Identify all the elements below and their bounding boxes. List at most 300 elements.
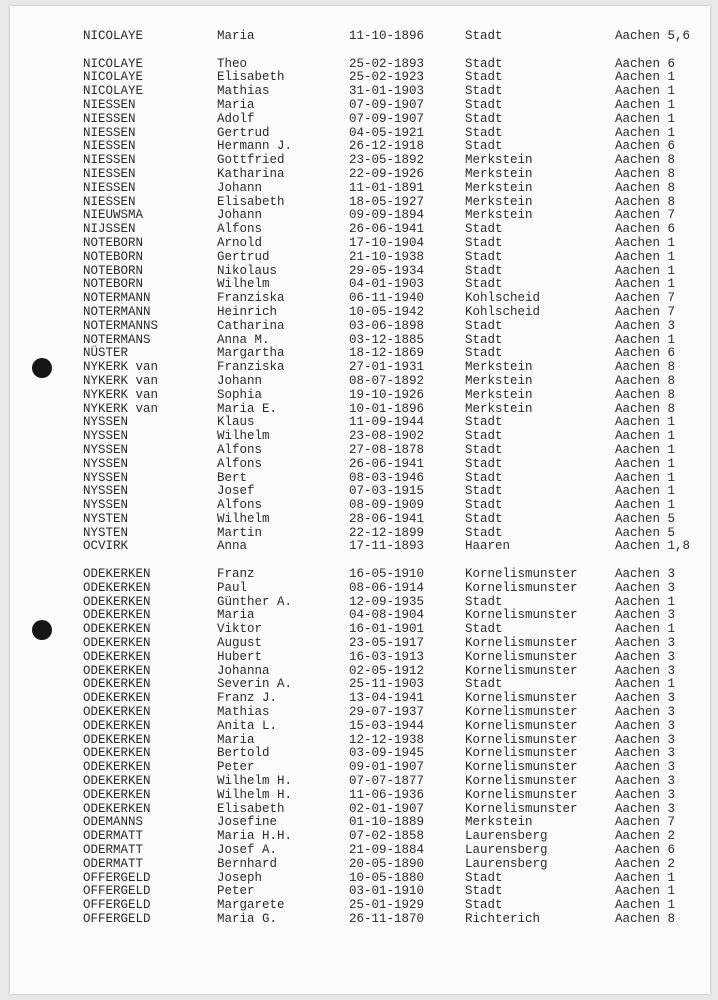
birth-date: 11-09-1944 <box>349 415 425 430</box>
first-name: Arnold <box>217 235 263 250</box>
city: Aachen 3 <box>615 318 676 333</box>
last-name: NYSSEN <box>83 456 129 471</box>
record-row <box>83 899 698 913</box>
birth-date: 10-01-1896 <box>349 401 425 416</box>
first-name: Hubert <box>217 649 263 664</box>
place: Merkstein <box>465 815 533 830</box>
birth-date: 03-01-1910 <box>349 884 425 899</box>
record-row <box>83 389 698 403</box>
birth-date: 16-01-1901 <box>349 622 425 637</box>
place: Stadt <box>465 498 503 513</box>
last-name: ODERMATT <box>83 829 144 844</box>
last-name: NYSSEN <box>83 442 129 457</box>
birth-date: 25-02-1923 <box>349 70 425 85</box>
birth-date: 08-03-1946 <box>349 470 425 485</box>
birth-date: 23-05-1892 <box>349 153 425 168</box>
birth-date: 07-09-1907 <box>349 111 425 126</box>
birth-date: 15-03-1944 <box>349 718 425 733</box>
first-name: Johanna <box>217 663 270 678</box>
record-row <box>83 334 698 348</box>
birth-date: 18-12-1869 <box>349 346 425 361</box>
birth-date: 25-01-1929 <box>349 898 425 913</box>
birth-date: 22-09-1926 <box>349 166 425 181</box>
record-row <box>83 830 698 844</box>
record-row <box>83 678 698 692</box>
birth-date: 26-06-1941 <box>349 456 425 471</box>
place: Kohlscheid <box>465 304 541 319</box>
first-name: Klaus <box>217 415 255 430</box>
first-name: Franziska <box>217 360 285 375</box>
document-page <box>10 6 710 994</box>
city: Aachen 8 <box>615 194 676 209</box>
city: Aachen 8 <box>615 180 676 195</box>
city: Aachen 3 <box>615 608 676 623</box>
first-name: Mathias <box>217 84 270 99</box>
place: Kornelismunster <box>465 732 578 747</box>
birth-date: 06-11-1940 <box>349 291 425 306</box>
last-name: NOTEBORN <box>83 263 144 278</box>
last-name: NIESSEN <box>83 194 136 209</box>
record-row <box>83 127 698 141</box>
birth-date: 25-11-1903 <box>349 677 425 692</box>
city: Aachen 1 <box>615 277 676 292</box>
last-name: NÜSTER <box>83 346 129 361</box>
birth-date: 16-03-1913 <box>349 649 425 664</box>
last-name: NYKERK van <box>83 401 159 416</box>
first-name: Franziska <box>217 291 285 306</box>
record-row <box>83 540 698 568</box>
record-row <box>83 651 698 665</box>
first-name: Bert <box>217 470 248 485</box>
record-row <box>83 85 698 99</box>
city: Aachen 6 <box>615 139 676 154</box>
city: Aachen 1 <box>615 235 676 250</box>
city: Aachen 7 <box>615 208 676 223</box>
city: Aachen 3 <box>615 746 676 761</box>
record-row <box>83 596 698 610</box>
place: Stadt <box>465 429 503 444</box>
first-name: Sophia <box>217 387 263 402</box>
birth-date: 27-01-1931 <box>349 360 425 375</box>
place: Stadt <box>465 70 503 85</box>
first-name: Katharina <box>217 166 285 181</box>
first-name: Franz J. <box>217 691 278 706</box>
city: Aachen 5 <box>615 525 676 540</box>
place: Kornelismunster <box>465 787 578 802</box>
place: Stadt <box>465 594 503 609</box>
last-name: ODEKERKEN <box>83 760 151 775</box>
first-name: Wilhelm <box>217 511 270 526</box>
last-name: ODEKERKEN <box>83 718 151 733</box>
city: Aachen 5,6 <box>615 29 691 43</box>
city: Aachen 8 <box>615 166 676 181</box>
city: Aachen 3 <box>615 718 676 733</box>
first-name: Maria <box>217 732 255 747</box>
last-name: NYKERK van <box>83 373 159 388</box>
last-name: OFFERGELD <box>83 912 151 926</box>
record-row <box>83 803 698 817</box>
last-name: ODEKERKEN <box>83 732 151 747</box>
first-name: Peter <box>217 760 255 775</box>
first-name: Elisabeth <box>217 70 285 85</box>
place: Merkstein <box>465 387 533 402</box>
first-name: Nikolaus <box>217 263 278 278</box>
birth-date: 07-09-1907 <box>349 97 425 112</box>
city: Aachen 7 <box>615 304 676 319</box>
record-row <box>83 265 698 279</box>
birth-date: 10-05-1942 <box>349 304 425 319</box>
first-name: Severin A. <box>217 677 293 692</box>
place: Stadt <box>465 29 503 43</box>
first-name: Maria <box>217 608 255 623</box>
last-name: ODEKERKEN <box>83 787 151 802</box>
birth-date: 03-12-1885 <box>349 332 425 347</box>
city: Aachen 8 <box>615 387 676 402</box>
city: Aachen 3 <box>615 567 676 582</box>
birth-date: 02-01-1907 <box>349 801 425 816</box>
place: Stadt <box>465 97 503 112</box>
record-row <box>83 30 698 58</box>
first-name: Anita L. <box>217 718 278 733</box>
record-row <box>83 609 698 623</box>
last-name: NOTEBORN <box>83 249 144 264</box>
birth-date: 17-11-1893 <box>349 539 425 554</box>
last-name: ODEKERKEN <box>83 594 151 609</box>
record-row <box>83 168 698 182</box>
first-name: Joseph <box>217 870 263 885</box>
place: Stadt <box>465 622 503 637</box>
birth-date: 12-12-1938 <box>349 732 425 747</box>
first-name: Elisabeth <box>217 194 285 209</box>
first-name: Wilhelm H. <box>217 787 293 802</box>
birth-date: 09-01-1907 <box>349 760 425 775</box>
last-name: NIESSEN <box>83 180 136 195</box>
first-name: Josef <box>217 484 255 499</box>
first-name: Maria G. <box>217 912 278 926</box>
last-name: NYKERK van <box>83 387 159 402</box>
first-name: Maria H.H. <box>217 829 293 844</box>
place: Kornelismunster <box>465 649 578 664</box>
place: Merkstein <box>465 401 533 416</box>
first-name: Alfons <box>217 498 263 513</box>
last-name: NYSTEN <box>83 511 129 526</box>
city: Aachen 1 <box>615 484 676 499</box>
place: Merkstein <box>465 166 533 181</box>
last-name: ODEKERKEN <box>83 608 151 623</box>
city: Aachen 3 <box>615 663 676 678</box>
city: Aachen 1 <box>615 111 676 126</box>
birth-date: 13-04-1941 <box>349 691 425 706</box>
first-name: Wilhelm <box>217 277 270 292</box>
place: Stadt <box>465 456 503 471</box>
last-name: NOTERMANN <box>83 291 151 306</box>
record-row <box>83 472 698 486</box>
place: Merkstein <box>465 180 533 195</box>
city: Aachen 7 <box>615 291 676 306</box>
first-name: Johann <box>217 208 263 223</box>
birth-date: 11-10-1896 <box>349 29 425 43</box>
last-name: ODERMATT <box>83 856 144 871</box>
place: Kornelismunster <box>465 801 578 816</box>
place: Stadt <box>465 346 503 361</box>
last-name: NICOLAYE <box>83 84 144 99</box>
birth-date: 04-05-1921 <box>349 125 425 140</box>
record-row <box>83 278 698 292</box>
place: Merkstein <box>465 360 533 375</box>
place: Kornelismunster <box>465 705 578 720</box>
record-row <box>83 292 698 306</box>
last-name: NIESSEN <box>83 125 136 140</box>
record-row <box>83 71 698 85</box>
city: Aachen 1 <box>615 263 676 278</box>
city: Aachen 1 <box>615 870 676 885</box>
last-name: ODEKERKEN <box>83 746 151 761</box>
place: Kornelismunster <box>465 746 578 761</box>
birth-date: 29-07-1937 <box>349 705 425 720</box>
birth-date: 04-01-1903 <box>349 277 425 292</box>
city: Aachen 1 <box>615 249 676 264</box>
last-name: ODERMATT <box>83 843 144 858</box>
place: Stadt <box>465 56 503 71</box>
record-row <box>83 747 698 761</box>
punch-hole <box>32 620 52 640</box>
record-row <box>83 761 698 775</box>
first-name: Martin <box>217 525 263 540</box>
last-name: NYSSEN <box>83 498 129 513</box>
record-row <box>83 320 698 334</box>
city: Aachen 1 <box>615 498 676 513</box>
city: Aachen 2 <box>615 829 676 844</box>
birth-date: 21-09-1884 <box>349 843 425 858</box>
place: Richterich <box>465 912 541 926</box>
record-row <box>83 499 698 513</box>
record-row <box>83 734 698 748</box>
last-name: ODEKERKEN <box>83 567 151 582</box>
city: Aachen 1 <box>615 898 676 913</box>
last-name: ODEKERKEN <box>83 677 151 692</box>
record-list <box>83 30 698 927</box>
place: Stadt <box>465 318 503 333</box>
record-row <box>83 485 698 499</box>
city: Aachen 1 <box>615 594 676 609</box>
last-name: NIEUWSMA <box>83 208 144 223</box>
first-name: Viktor <box>217 622 263 637</box>
birth-date: 07-03-1915 <box>349 484 425 499</box>
last-name: NIJSSEN <box>83 222 136 237</box>
place: Stadt <box>465 222 503 237</box>
place: Merkstein <box>465 153 533 168</box>
place: Stadt <box>465 249 503 264</box>
city: Aachen 3 <box>615 787 676 802</box>
first-name: Paul <box>217 580 248 595</box>
city: Aachen 1 <box>615 125 676 140</box>
record-row <box>83 582 698 596</box>
last-name: NIESSEN <box>83 139 136 154</box>
birth-date: 02-05-1912 <box>349 663 425 678</box>
city: Aachen 6 <box>615 56 676 71</box>
birth-date: 20-05-1890 <box>349 856 425 871</box>
last-name: NOTEBORN <box>83 235 144 250</box>
last-name: OCVIRK <box>83 539 129 554</box>
place: Laurensberg <box>465 856 548 871</box>
birth-date: 03-09-1945 <box>349 746 425 761</box>
record-row <box>83 430 698 444</box>
birth-date: 17-10-1904 <box>349 235 425 250</box>
city: Aachen 8 <box>615 153 676 168</box>
birth-date: 10-05-1880 <box>349 870 425 885</box>
city: Aachen 1 <box>615 70 676 85</box>
place: Merkstein <box>465 373 533 388</box>
place: Merkstein <box>465 194 533 209</box>
city: Aachen 5 <box>615 511 676 526</box>
first-name: Anna <box>217 539 248 554</box>
first-name: Theo <box>217 56 248 71</box>
record-row <box>83 444 698 458</box>
city: Aachen 1 <box>615 442 676 457</box>
city: Aachen 7 <box>615 815 676 830</box>
birth-date: 04-08-1904 <box>349 608 425 623</box>
place: Haaren <box>465 539 511 554</box>
place: Stadt <box>465 139 503 154</box>
first-name: Adolf <box>217 111 255 126</box>
birth-date: 16-05-1910 <box>349 567 425 582</box>
birth-date: 26-12-1918 <box>349 139 425 154</box>
last-name: NIESSEN <box>83 166 136 181</box>
birth-date: 27-08-1878 <box>349 442 425 457</box>
last-name: NOTERMANS <box>83 332 151 347</box>
first-name: Josefine <box>217 815 278 830</box>
city: Aachen 8 <box>615 373 676 388</box>
last-name: ODEKERKEN <box>83 774 151 789</box>
last-name: ODEKERKEN <box>83 691 151 706</box>
city: Aachen 8 <box>615 401 676 416</box>
last-name: ODEKERKEN <box>83 622 151 637</box>
birth-date: 09-09-1894 <box>349 208 425 223</box>
first-name: Johann <box>217 373 263 388</box>
birth-date: 11-06-1936 <box>349 787 425 802</box>
last-name: ODEKERKEN <box>83 801 151 816</box>
city: Aachen 1 <box>615 429 676 444</box>
last-name: ODEKERKEN <box>83 649 151 664</box>
first-name: Margartha <box>217 346 285 361</box>
last-name: OFFERGELD <box>83 898 151 913</box>
place: Kohlscheid <box>465 291 541 306</box>
record-row <box>83 568 698 582</box>
first-name: Hermann J. <box>217 139 293 154</box>
record-row <box>83 403 698 417</box>
first-name: Alfons <box>217 442 263 457</box>
place: Stadt <box>465 470 503 485</box>
place: Stadt <box>465 415 503 430</box>
birth-date: 03-06-1898 <box>349 318 425 333</box>
first-name: Alfons <box>217 456 263 471</box>
birth-date: 07-07-1877 <box>349 774 425 789</box>
place: Laurensberg <box>465 843 548 858</box>
birth-date: 07-02-1858 <box>349 829 425 844</box>
record-row <box>83 416 698 430</box>
punch-hole <box>32 358 52 378</box>
place: Stadt <box>465 898 503 913</box>
place: Stadt <box>465 111 503 126</box>
first-name: Maria <box>217 29 255 43</box>
record-row <box>83 844 698 858</box>
record-row <box>83 885 698 899</box>
record-row <box>83 513 698 527</box>
last-name: ODEMANNS <box>83 815 144 830</box>
first-name: Gertrud <box>217 249 270 264</box>
city: Aachen 6 <box>615 843 676 858</box>
record-row <box>83 816 698 830</box>
record-row <box>83 99 698 113</box>
first-name: Margarete <box>217 898 285 913</box>
first-name: Gertrud <box>217 125 270 140</box>
last-name: NICOLAYE <box>83 29 144 43</box>
first-name: Wilhelm <box>217 429 270 444</box>
last-name: NICOLAYE <box>83 56 144 71</box>
record-row <box>83 913 698 927</box>
place: Kornelismunster <box>465 663 578 678</box>
place: Kornelismunster <box>465 691 578 706</box>
place: Kornelismunster <box>465 760 578 775</box>
last-name: OFFERGELD <box>83 884 151 899</box>
place: Stadt <box>465 884 503 899</box>
place: Laurensberg <box>465 829 548 844</box>
birth-date: 26-11-1870 <box>349 912 425 926</box>
birth-date: 12-09-1935 <box>349 594 425 609</box>
city: Aachen 1 <box>615 97 676 112</box>
record-row <box>83 209 698 223</box>
last-name: ODEKERKEN <box>83 663 151 678</box>
record-row <box>83 347 698 361</box>
last-name: NIESSEN <box>83 153 136 168</box>
birth-date: 01-10-1889 <box>349 815 425 830</box>
first-name: Maria E. <box>217 401 278 416</box>
last-name: NOTERMANNS <box>83 318 159 333</box>
city: Aachen 3 <box>615 760 676 775</box>
city: Aachen 2 <box>615 856 676 871</box>
last-name: ODEKERKEN <box>83 580 151 595</box>
birth-date: 19-10-1926 <box>349 387 425 402</box>
birth-date: 08-09-1909 <box>349 498 425 513</box>
city: Aachen 1,8 <box>615 539 691 554</box>
first-name: Franz <box>217 567 255 582</box>
city: Aachen 3 <box>615 705 676 720</box>
birth-date: 29-05-1934 <box>349 263 425 278</box>
place: Kornelismunster <box>465 608 578 623</box>
first-name: Alfons <box>217 222 263 237</box>
birth-date: 31-01-1903 <box>349 84 425 99</box>
birth-date: 23-08-1902 <box>349 429 425 444</box>
record-row <box>83 872 698 886</box>
record-row <box>83 182 698 196</box>
place: Stadt <box>465 277 503 292</box>
city: Aachen 6 <box>615 346 676 361</box>
last-name: NYSTEN <box>83 525 129 540</box>
place: Stadt <box>465 235 503 250</box>
first-name: Josef A. <box>217 843 278 858</box>
city: Aachen 8 <box>615 912 676 926</box>
record-row <box>83 789 698 803</box>
first-name: Bernhard <box>217 856 278 871</box>
record-row <box>83 223 698 237</box>
first-name: Heinrich <box>217 304 278 319</box>
record-row <box>83 237 698 251</box>
place: Stadt <box>465 442 503 457</box>
record-row <box>83 375 698 389</box>
first-name: Elisabeth <box>217 801 285 816</box>
birth-date: 21-10-1938 <box>349 249 425 264</box>
record-row <box>83 623 698 637</box>
